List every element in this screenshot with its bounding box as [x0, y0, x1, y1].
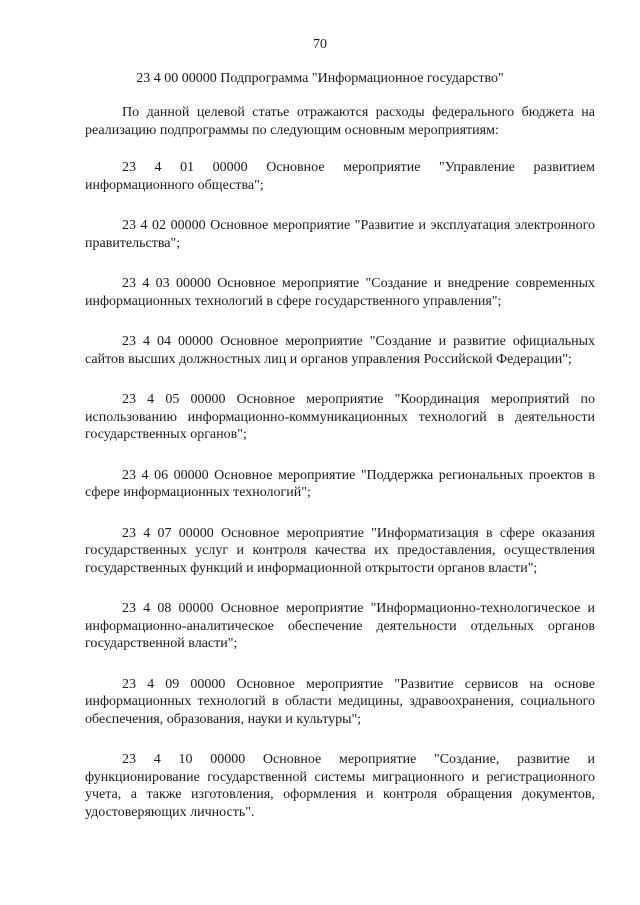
list-item-06: 23 4 06 00000 Основное мероприятие "Поддержка региональных проектов в сфере информационных технологий"; [85, 467, 595, 500]
list-item-07: 23 4 07 00000 Основное мероприятие "Информатизация в сфере оказания государственных услуг и контроля качества их предоставления, осуществления государственных функций и информационной открытости органов власти"; [85, 525, 595, 576]
list-item-02: 23 4 02 00000 Основное мероприятие "Развитие и эксплуатация электронного правительства"; [85, 218, 595, 251]
list-item-04: 23 4 04 00000 Основное мероприятие "Создание и развитие официальных сайтов высших должностных лиц и органов управления Российской Федерации"; [85, 334, 595, 367]
section-heading: 23 4 00 00000 Подпрограмма "Информационное государство" [136, 71, 504, 86]
document-body [85, 104, 595, 844]
list-item-03: 23 4 03 00000 Основное мероприятие "Создание и внедрение современных информационных технологий в сфере государственного управления"; [85, 276, 595, 309]
list-item-01: 23 4 01 00000 Основное мероприятие "Управление развитием информационного общества"; [85, 160, 595, 193]
list-item-09: 23 4 09 00000 Основное мероприятие "Развитие сервисов на основе информационных технологий в области медицины, здравоохранения, социального обеспечения, образования, науки и культуры"; [85, 676, 595, 727]
intro-paragraph: По данной целевой статье отражаются расходы федерального бюджета на реализацию подпрограммы по следующим основным мероприятиям: [85, 105, 595, 138]
page-number: 70 [313, 37, 327, 52]
list-item-08: 23 4 08 00000 Основное мероприятие "Информационно-технологическое и информационно-аналитическое обеспечение деятельности отдельных органов государственной власти"; [85, 601, 595, 651]
list-item-10: 23 4 10 00000 Основное мероприятие "Создание, развитие и функционирование государственной системы миграционного и регистрационного учета, а также изготовления, оформления и контроля обращения документов, удостоверяющих личность". [85, 752, 595, 820]
list-item-05: 23 4 05 00000 Основное мероприятие "Координация мероприятий по использованию информационно-коммуникационных технологий в деятельности государственных органов"; [85, 392, 595, 442]
